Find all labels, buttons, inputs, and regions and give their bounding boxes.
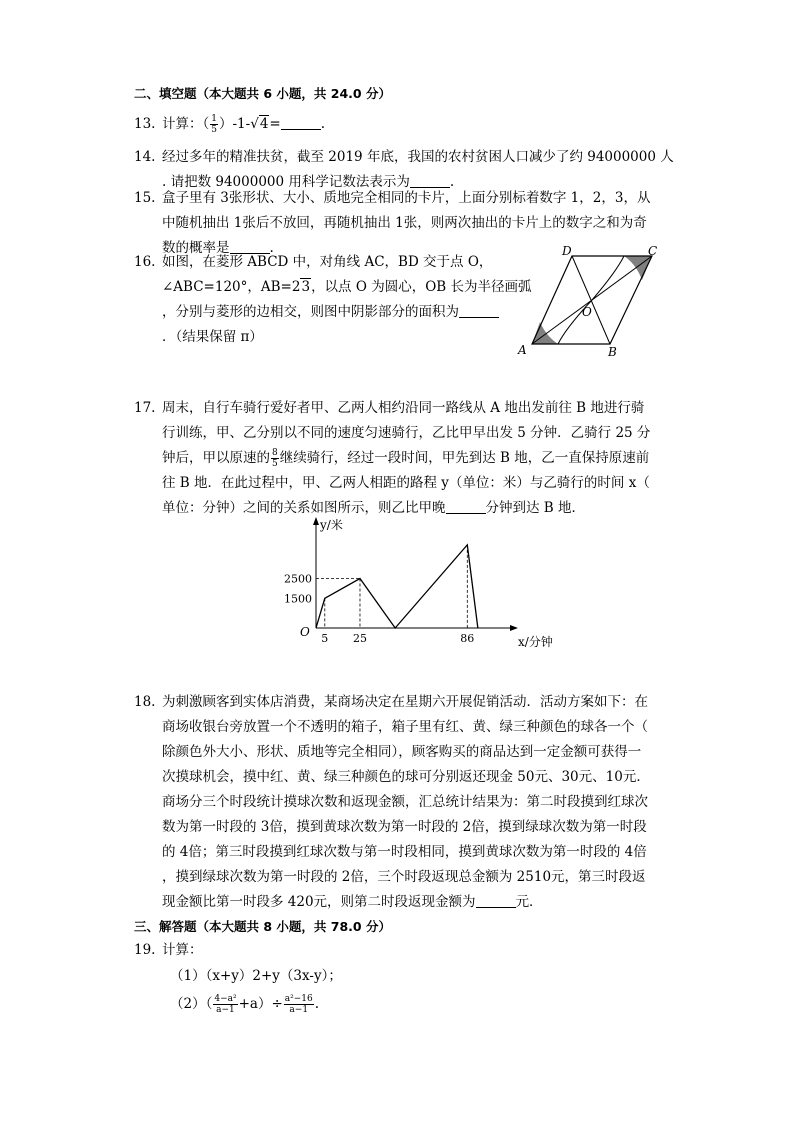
label-b: B bbox=[608, 345, 617, 359]
answer-blank[interactable] bbox=[459, 303, 499, 318]
question-number: 13. bbox=[134, 116, 156, 132]
x-axis-arrow bbox=[510, 625, 518, 631]
fraction: $\frac{8}{5}$ bbox=[272, 448, 278, 469]
question-16: 16. 如图，在菱形 ABCD 中，对角线 AC，BD 交于点 O， ∠ABC=120°，AB=23，以点 O 为圆心，OB 长为半径画弧 ，分别与菱形的边相交，则图中阴影部分的面积为 ．（结果保留 π） bbox=[134, 250, 514, 350]
arc-upper bbox=[592, 256, 624, 300]
fraction: $\frac{\text{4−a²}}{a-1}$ bbox=[214, 994, 237, 1015]
x-axis-label: x/分钟 bbox=[518, 635, 553, 649]
fraction: $\frac{1}{5}$ bbox=[211, 114, 217, 135]
x-tick-label: 25 bbox=[352, 632, 367, 645]
question-number: 14. bbox=[134, 149, 156, 165]
question-18: 18. 为刺激顾客到实体店消费，某商场决定在星期六开展促销活动．活动方案如下：在 商场收银台旁放置一个不透明的箱子，箱子里有红、黄、绿三种颜色的球各一个（ 除颜色外大小、形状、质地等完全相同），顾客购买的商品达到一定金额可获得一 次摸球机会，摸中红、黄、绿三种颜色的球可分别返还现金 50元、30元、10元． 商场分三个时段统计摸球次数和返现金额，汇总统计结果为：第二时段摸到红球次 数为第一时段的 3倍，摸到黄球次数为第一时段的 2倍，摸到绿球次数为第一时段 的 4倍；第三时段摸到红球次数与第一时段相同，摸到黄球次数为第一时段的 4倍 ，摸到绿球次数为第一时段的 2倍，三个时段返现总金额为 2510元，第三时段返 现金额比第一时段多 420元，则第二时段返现金额为 元． bbox=[134, 690, 674, 915]
answer-blank[interactable] bbox=[476, 893, 516, 908]
answer-blank[interactable] bbox=[446, 499, 486, 514]
question-number: 19. bbox=[134, 942, 156, 958]
question-13 bbox=[134, 112, 674, 137]
y-tick-label: 2500 bbox=[284, 572, 312, 586]
question-19-part-2: （2）（ $\frac{\text{4−a²}}{a-1}$ +a）÷ $\frac{\text{a²−16}}{a-1}$ . bbox=[170, 994, 320, 1015]
question-15: 15. 盒子里有 3张形状、大小、质地完全相同的卡片，上面分别标着数字 1，2，3，从 中随机抽出 1张后不放回，再随机抽出 1张，则两次抽出的卡片上的数字之和为奇 数的概率是 . bbox=[134, 186, 674, 261]
y-axis-label: y/米 bbox=[320, 518, 343, 532]
question-number: 18. bbox=[134, 694, 156, 710]
x-tick-label: 5 bbox=[321, 632, 329, 645]
question-number: 17. bbox=[134, 400, 156, 416]
origin-label: O bbox=[300, 625, 310, 639]
question-17: 17. 周末，自行车骑行爱好者甲、乙两人相约沿同一路线从 A 地出发前往 B 地进行骑 行训练，甲、乙分别以不同的速度匀速骑行，乙比甲早出发 5 分钟．乙骑行 25 分 钟后，甲以原速的 $\frac{8}{5}$ 继续骑行，经过一段时间，甲先到达 B 地，乙一直保持原速前 往 B 地．在此过程中，甲、乙两人相距的路程 y（单位：米）与乙骑行的时间 x（ 单位：分钟）之间的关系如图所示，则乙比甲晚 分钟到达 B 地． bbox=[134, 396, 674, 521]
question-14: 14. 经过多年的精准扶贫，截至 2019 年底，我国的农村贫困人口减少了约 94000000 人 . 请把数 94000000 用科学记数法表示为 . bbox=[134, 145, 674, 195]
diagonal-bd bbox=[572, 256, 610, 344]
x-tick-label: 86 bbox=[460, 632, 475, 645]
label-c: C bbox=[648, 244, 658, 258]
label-o: O bbox=[582, 305, 592, 319]
answer-blank[interactable] bbox=[281, 115, 321, 130]
section-fill-in-title: 二、填空题（本大题共 6 小题，共 24.0 分） bbox=[134, 86, 391, 101]
question-13-body: 计算：（ $\frac{1}{5}$ ）-1-√4= . bbox=[162, 114, 326, 135]
question-number: 16. bbox=[134, 254, 156, 270]
question-19-part-1: （1）（x+y）2+y（3x-y）； bbox=[170, 968, 342, 984]
rhombus-figure bbox=[510, 246, 670, 358]
distance-line bbox=[316, 545, 478, 628]
fraction: $\frac{\text{a²−16}}{a-1}$ bbox=[284, 994, 313, 1015]
label-d: D bbox=[562, 244, 572, 258]
question-19: 19. 计算： bbox=[134, 938, 674, 963]
distance-time-chart bbox=[270, 518, 553, 660]
question-number: 15. bbox=[134, 190, 156, 206]
y-tick-label: 1500 bbox=[284, 592, 312, 606]
label-a: A bbox=[518, 343, 527, 357]
section-answer-title: 三、解答题（本大题共 8 小题，共 78.0 分） bbox=[134, 919, 391, 934]
